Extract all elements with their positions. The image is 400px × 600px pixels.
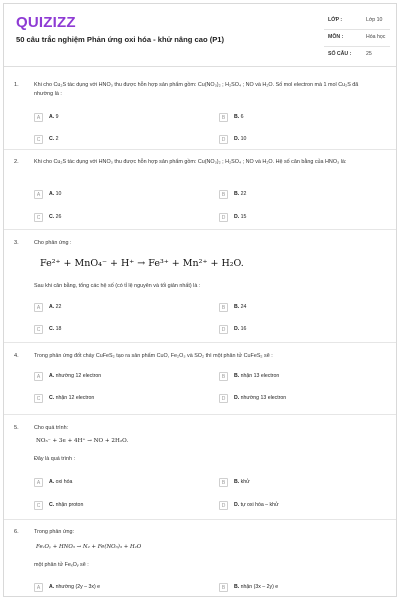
option-text: tự oxi hóa – khử — [240, 502, 279, 508]
option-key: A. — [49, 304, 55, 310]
option-text: nhận 13 electron — [240, 373, 280, 379]
worksheet-header — [4, 4, 396, 67]
option-letter-box: A — [34, 583, 43, 592]
option-text: nhường 13 electron — [240, 395, 287, 401]
option-text: nhận (3x – 2y) e — [240, 584, 279, 590]
question-text: Cho phản ứng : — [34, 240, 72, 246]
question-text: Khi cho Cu₂S tác dụng với HNO₃ thu được hỗn hợp sản phẩm gồm: Cu(NO₃)₂ ; H₂SO₄ ; NO và H₂O. Số mol electron mà 1 mol Cu₂S đã nhường là : — [34, 82, 359, 97]
reaction-equation: NO₃⁻ + 3e + 4H⁺ → NO + 2H₂O. — [36, 438, 129, 444]
option-key: B. — [234, 114, 240, 120]
option-letter-box: D — [219, 394, 228, 403]
option-text: 24 — [240, 304, 247, 310]
divider — [4, 519, 396, 520]
meta-value: Lớp 10 — [366, 17, 383, 23]
option-letter-box: C — [34, 501, 43, 510]
question-text: Khi cho Cu₂S tác dụng với HNO₃ thu được hỗn hợp sản phẩm gồm: Cu(NO₃)₂ ; H₂SO₄ ; NO và H₂O. Hệ số cân bằng của HNO₃ là: — [34, 159, 347, 165]
option-letter-box: B — [219, 372, 228, 381]
option-letter-box: A — [34, 478, 43, 487]
option-text: 16 — [240, 326, 247, 332]
option-text: nhường (2y – 3x) e — [55, 584, 101, 590]
meta-key: SỐ CÂU : — [328, 51, 352, 57]
option-text: nhận proton — [55, 502, 84, 508]
divider — [4, 342, 396, 343]
meta-table — [324, 13, 390, 63]
meta-row-class — [324, 13, 390, 30]
meta-value: 25 — [366, 51, 372, 57]
question-number: 2. — [14, 159, 19, 165]
worksheet-page — [3, 3, 397, 597]
reaction-equation: FeₓOᵧ + HNO₃ → N₂ + Fe(NO₃)₃ + H₂O — [36, 544, 142, 550]
question-subtext: một phân tử FeₓOᵧ sẽ : — [34, 562, 89, 568]
option-text: oxi hóa — [55, 479, 73, 485]
option-letter-box: B — [219, 478, 228, 487]
option-text: 22 — [55, 304, 62, 310]
question-subtext: Đây là quá trình : — [34, 456, 76, 462]
option-key: B. — [234, 584, 240, 590]
option-text: 26 — [55, 214, 62, 220]
option-letter-box: A — [34, 190, 43, 199]
meta-row-subject — [324, 30, 390, 47]
quizizz-logo: QUIZIZZ — [16, 14, 76, 31]
option-text: khử — [240, 479, 250, 485]
question-number: 4. — [14, 353, 19, 359]
question-number: 6. — [14, 529, 19, 535]
option-letter-box: B — [219, 190, 228, 199]
option-text: nhận 12 electron — [55, 395, 95, 401]
question-subtext: Sau khi cân bằng, tổng các hệ số (có tỉ lệ nguyên và tối giản nhất) là : — [34, 283, 201, 289]
option-letter-box: B — [219, 583, 228, 592]
option-key: B. — [234, 304, 240, 310]
option-key: C. — [49, 136, 55, 142]
option-letter-box: D — [219, 135, 228, 144]
option-text: 6 — [240, 114, 244, 120]
option-text: 2 — [55, 136, 59, 142]
meta-key: LỚP : — [328, 17, 343, 23]
question-text: Trong phản ứng đốt cháy CuFeS₂ tạo ra sản phẩm CuO, Fe₂O₃ và SO₂ thì một phân tử CuFeS₂ sẽ : — [34, 353, 273, 359]
option-key: C. — [49, 214, 55, 220]
meta-row-count — [324, 47, 390, 63]
option-key: A. — [49, 584, 55, 590]
option-letter-box: B — [219, 303, 228, 312]
option-key: C. — [49, 326, 55, 332]
option-letter-box: D — [219, 501, 228, 510]
question-text: Cho quá trình: — [34, 425, 69, 431]
option-key: D. — [234, 395, 240, 401]
worksheet-title: 50 câu trắc nghiệm Phản ứng oxi hóa - khử nâng cao (P1) — [16, 35, 225, 44]
option-key: B. — [234, 479, 240, 485]
option-key: B. — [234, 373, 240, 379]
option-text: 9 — [55, 114, 59, 120]
question-number: 1. — [14, 82, 19, 88]
question-number: 3. — [14, 240, 19, 246]
option-letter-box: D — [219, 213, 228, 222]
option-letter-box: A — [34, 303, 43, 312]
option-key: D. — [234, 214, 240, 220]
option-letter-box: D — [219, 325, 228, 334]
option-key: D. — [234, 326, 240, 332]
question-number: 5. — [14, 425, 19, 431]
option-key: A. — [49, 373, 55, 379]
option-text: 18 — [55, 326, 62, 332]
option-letter-box: A — [34, 113, 43, 122]
option-text: nhường 12 electron — [55, 373, 102, 379]
option-key: A. — [49, 114, 55, 120]
question-text: Trong phản ứng: — [34, 529, 74, 535]
option-key: C. — [49, 395, 55, 401]
option-key: D. — [234, 136, 240, 142]
option-letter-box: C — [34, 325, 43, 334]
option-text: 10 — [240, 136, 247, 142]
option-key: B. — [234, 191, 240, 197]
option-text: 10 — [55, 191, 62, 197]
divider — [4, 149, 396, 150]
option-letter-box: C — [34, 213, 43, 222]
option-letter-box: C — [34, 135, 43, 144]
divider — [4, 229, 396, 230]
meta-value: Hóa học — [366, 34, 386, 40]
option-text: 15 — [240, 214, 247, 220]
option-text: 22 — [240, 191, 247, 197]
option-key: A. — [49, 479, 55, 485]
option-key: A. — [49, 191, 55, 197]
option-letter-box: C — [34, 394, 43, 403]
option-key: C. — [49, 502, 55, 508]
option-key: D. — [234, 502, 240, 508]
divider — [4, 414, 396, 415]
meta-key: MÔN : — [328, 34, 344, 40]
option-letter-box: A — [34, 372, 43, 381]
reaction-equation: Fe²⁺ + MnO₄⁻ + H⁺ → Fe³⁺ + Mn²⁺ + H₂O. — [40, 258, 244, 269]
option-letter-box: B — [219, 113, 228, 122]
